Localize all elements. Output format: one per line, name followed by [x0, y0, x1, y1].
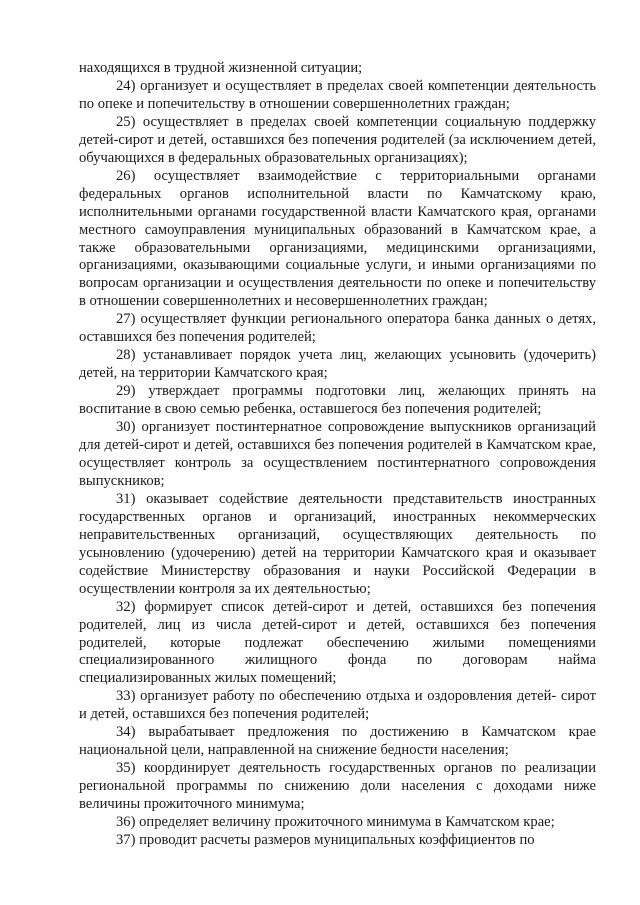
paragraph-item-31: 31) оказывает содействие деятельности представительств иностранных государственных органов и организаций, иностранных некоммерческих неправительственных организаций, осуществляющих деятельность по усыновлению (удочерению) детей на территории Камчатского края и оказывает содействие Министерству образования и науки Российской Федерации в осуществлении контроля за их деятельностью;: [79, 490, 596, 597]
paragraph-item-26: 26) осуществляет взаимодействие с территориальными органами федеральных органов исполнительной власти по Камчатскому краю, исполнительными органами государственной власти Камчатского края, органами местного самоуправления муниципальных образований в Камчатском крае, а также образовательными организациями, медицинскими организациями, организациями, оказывающими социальные услуги, и иными организациями по вопросам организации и осуществления деятельности по опеке и попечительству в отношении совершеннолетних и несовершеннолетних граждан;: [79, 167, 596, 310]
paragraph-continuation: находящихся в трудной жизненной ситуации;: [79, 60, 363, 76]
paragraph-item-33: 33) организует работу по обеспечению отдыха и оздоровления детей- сирот и детей, оставшихся без попечения родителей;: [79, 688, 596, 723]
paragraph-item-32: 32) формирует список детей-сирот и детей, оставшихся без попечения родителей, лиц из числа детей-сирот и детей, оставшихся без попечения родителей, которые подлежат обеспечению жилыми помещениями специализированного жилищного фонда по договорам найма специализированных жилых помещений;: [79, 598, 596, 687]
paragraph-item-34: 34) вырабатывает предложения по достижению в Камчатском крае национальной цели, направленной на снижение бедности населения;: [79, 724, 596, 759]
paragraph-item-36: 36) определяет величину прожиточного минимума в Камчатском крае;: [116, 814, 555, 831]
paragraph-item-28: 28) устанавливает порядок учета лиц, желающих усыновить (удочерить) детей, на территории Камчатского края;: [79, 347, 596, 382]
paragraph-item-37: 37) проводит расчеты размеров муниципальных коэффициентов по: [116, 831, 535, 848]
paragraph-item-30: 30) организует постинтернатное сопровождение выпускников организаций для детей-сирот и детей, оставшихся без попечения родителей в Камчатском крае, осуществляет контроль за осуществлением постинтернатного сопровождения выпускников;: [79, 419, 596, 489]
paragraph-item-25: 25) осуществляет в пределах своей компетенции социальную поддержку детей-сирот и детей, оставшихся без попечения родителей (за исключением детей, обучающихся в федеральных образовательных организациях);: [79, 113, 596, 166]
document-body: [79, 60, 596, 850]
paragraph-item-24: 24) организует и осуществляет в пределах своей компетенции деятельность по опеке и попечительству в отношении совершеннолетних граждан;: [79, 77, 596, 112]
paragraph-item-27: 27) осуществляет функции регионального оператора банка данных о детях, оставшихся без попечения родителей;: [79, 311, 596, 346]
paragraph-item-35: 35) координирует деятельность государственных органов по реализации региональной программы по снижению доли населения с доходами ниже величины прожиточного минимума;: [79, 760, 596, 813]
paragraph-item-29: 29) утверждает программы подготовки лиц, желающих принять на воспитание в свою семью ребенка, оставшегося без попечения родителей;: [79, 383, 596, 418]
